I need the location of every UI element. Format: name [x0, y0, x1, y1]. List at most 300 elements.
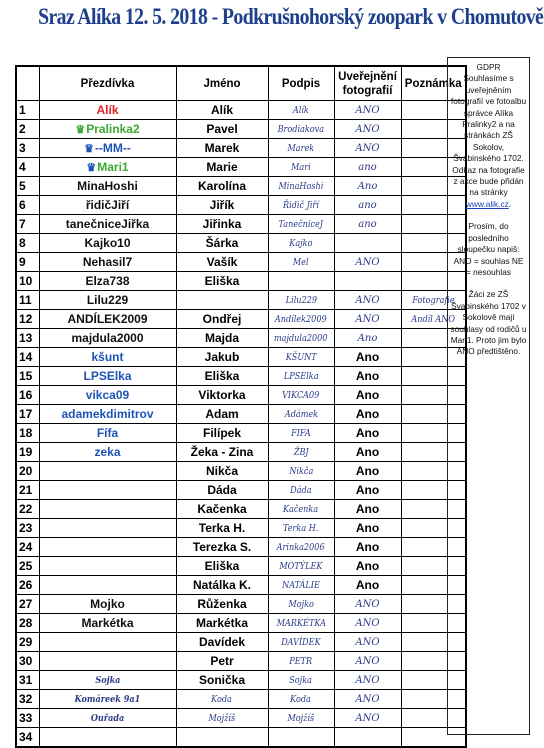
nickname-cell — [39, 727, 176, 746]
name-text: Terka H. — [198, 520, 246, 535]
row-number: 7 — [16, 215, 39, 234]
photo-publish-text: ano — [358, 200, 377, 211]
photo-publish-text: ANO — [355, 124, 380, 135]
table-row — [16, 499, 466, 518]
signature-cell — [268, 575, 334, 594]
nickname-cell — [39, 499, 176, 518]
photo-publish-cell — [334, 537, 401, 556]
table-row — [16, 708, 466, 727]
signature-cell — [268, 253, 334, 272]
signature-cell — [268, 366, 334, 385]
signature-text: MARKÉTKA — [276, 618, 326, 629]
nickname-text: řidičJiří — [85, 198, 130, 212]
crown-icon: ♛ — [86, 161, 97, 174]
nickname-text: tanečniceJiřka — [65, 217, 150, 231]
row-number: 25 — [16, 556, 39, 575]
row-number: 14 — [16, 347, 39, 366]
signature-cell — [268, 727, 334, 746]
row-number: 10 — [16, 272, 39, 291]
gdpr-notice — [447, 57, 530, 735]
nickname-cell — [39, 442, 176, 461]
name-cell — [176, 461, 268, 480]
table-row — [16, 442, 466, 461]
nickname-cell — [39, 196, 176, 215]
signature-text: Andílek2009 — [275, 314, 327, 325]
row-number: 30 — [16, 651, 39, 670]
name-cell — [176, 594, 268, 613]
photo-publish-text: ANO — [355, 712, 380, 724]
table-row — [16, 613, 466, 632]
nickname-cell — [39, 423, 176, 442]
name-text: Alík — [210, 103, 233, 117]
name-text: Nikča — [205, 463, 239, 478]
nickname-text: MinaHoshi — [77, 179, 138, 193]
row-number: 26 — [16, 575, 39, 594]
photo-publish-cell — [334, 347, 401, 366]
name-cell — [176, 196, 268, 215]
nickname-cell — [39, 480, 176, 499]
photo-publish-text: Ano — [355, 463, 380, 478]
photo-publish-cell — [334, 423, 401, 442]
photo-publish-cell — [334, 196, 401, 215]
signature-text: MinaHoshi — [278, 182, 324, 192]
signature-text: majdula2000 — [274, 333, 328, 344]
photo-publish-text: Ano — [355, 444, 380, 459]
signature-cell — [268, 328, 334, 347]
name-cell — [176, 537, 268, 556]
name-text: Sonička — [198, 672, 246, 687]
photo-publish-cell — [334, 632, 401, 651]
signature-cell — [268, 158, 334, 177]
name-text: Eliška — [204, 558, 240, 573]
name-text: Jiřík — [209, 198, 235, 212]
header-photo-publish: Uveřejnění fotografií — [334, 66, 401, 101]
header-number — [16, 66, 39, 101]
signature-cell — [268, 177, 334, 196]
signature-cell — [268, 594, 334, 613]
row-number: 17 — [16, 404, 39, 423]
gdpr-school-note: Žáci ze ZŠ Švabinského 1702 v Sokolově mají souhlasy od rodičů u Mari1. Proto jim bylo ANO předtištěno. — [450, 289, 527, 357]
nickname-text: Pralinka2 — [86, 121, 140, 136]
nickname-text: Fífa — [96, 425, 119, 440]
signature-text: LPSElka — [283, 371, 319, 382]
photo-publish-text: ANO — [355, 636, 380, 648]
table-row — [16, 328, 466, 347]
table-row — [16, 290, 466, 309]
name-text: Jakub — [204, 349, 240, 364]
row-number: 5 — [16, 177, 39, 196]
name-text: Adam — [205, 406, 239, 421]
photo-publish-text: Ano — [355, 520, 380, 535]
row-number: 23 — [16, 518, 39, 537]
table-row — [16, 537, 466, 556]
photo-publish-cell — [334, 651, 401, 670]
signature-text: Mojžíš — [287, 713, 315, 724]
signature-text: Dáda — [290, 485, 312, 496]
signature-cell — [268, 442, 334, 461]
name-text: Markétka — [195, 615, 249, 630]
signature-text: FIFA — [291, 428, 311, 439]
header-signature: Podpis — [268, 66, 334, 101]
photo-publish-text: ANO — [355, 693, 380, 705]
nickname-cell — [39, 158, 176, 177]
name-cell — [176, 158, 268, 177]
photo-publish-text: ano — [358, 219, 377, 230]
nickname-cell — [39, 139, 176, 158]
signature-text: Kajko — [289, 239, 313, 249]
table-row — [16, 689, 466, 708]
photo-publish-cell — [334, 727, 401, 746]
row-number: 12 — [16, 309, 39, 328]
row-number: 16 — [16, 385, 39, 404]
note-text: Andíl ANO — [411, 314, 456, 325]
header-name: Jméno — [176, 66, 268, 101]
nickname-cell — [39, 613, 176, 632]
name-cell — [176, 253, 268, 272]
photo-publish-text: ANO — [355, 617, 380, 629]
signature-cell — [268, 651, 334, 670]
row-number: 28 — [16, 613, 39, 632]
nickname-cell — [39, 253, 176, 272]
nickname-text: Mari1 — [97, 159, 129, 174]
photo-publish-text: Ano — [355, 368, 380, 383]
nickname-cell — [39, 101, 176, 120]
photo-publish-text: Ano — [355, 577, 380, 592]
table-row — [16, 423, 466, 442]
name-text: Dáda — [207, 482, 237, 497]
signature-text: Arinka2006 — [277, 542, 325, 553]
photo-publish-text: ANO — [355, 294, 380, 306]
crown-icon: ♛ — [75, 123, 86, 136]
nickname-text: kšunt — [91, 349, 124, 364]
signature-cell — [268, 120, 334, 139]
nickname-cell — [39, 366, 176, 385]
alik-link[interactable]: www.alik.cz — [465, 198, 509, 209]
signature-text: ŽBJ — [293, 447, 309, 458]
photo-publish-cell — [334, 385, 401, 404]
name-text: Ondřej — [202, 311, 242, 326]
name-cell — [176, 328, 268, 347]
nickname-text: Alík — [96, 103, 119, 117]
photo-publish-text: ANO — [355, 105, 380, 116]
photo-publish-text: Ano — [355, 558, 380, 573]
signature-cell — [268, 272, 334, 291]
signature-text: NATÁLIE — [282, 580, 320, 591]
signature-text: Lilu229 — [285, 295, 317, 306]
photo-publish-cell — [334, 613, 401, 632]
photo-publish-cell — [334, 328, 401, 347]
row-number: 6 — [16, 196, 39, 215]
signature-text: Kačenka — [283, 504, 319, 515]
row-number: 34 — [16, 727, 39, 746]
signature-text: MOTÝLEK — [279, 561, 323, 572]
page-title: Sraz Alíka 12. 5. 2018 - Podkrušnohorský zoopark v Chomutově — [38, 4, 544, 29]
table-row — [16, 234, 466, 253]
nickname-cell — [39, 556, 176, 575]
name-cell — [176, 651, 268, 670]
nickname-cell — [39, 461, 176, 480]
signature-cell — [268, 480, 334, 499]
nickname-cell — [39, 404, 176, 423]
photo-publish-cell — [334, 708, 401, 727]
signature-cell — [268, 215, 334, 234]
photo-publish-cell — [334, 670, 401, 689]
signature-text: Mojko — [288, 599, 314, 610]
nickname-text: --MM-- — [94, 140, 131, 155]
row-number: 20 — [16, 461, 39, 480]
row-number: 33 — [16, 708, 39, 727]
gdpr-heading: GDPR — [476, 62, 501, 72]
name-text: Pavel — [206, 122, 238, 136]
table-row — [16, 575, 466, 594]
table-row — [16, 215, 466, 234]
table-row — [16, 594, 466, 613]
name-cell — [176, 101, 268, 120]
name-text: Šárka — [205, 236, 239, 250]
name-cell — [176, 708, 268, 727]
signature-cell — [268, 518, 334, 537]
table-row — [16, 670, 466, 689]
photo-publish-cell — [334, 139, 401, 158]
nickname-text: Markétka — [81, 615, 134, 630]
photo-publish-cell — [334, 442, 401, 461]
nickname-cell — [39, 272, 176, 291]
name-cell — [176, 404, 268, 423]
signature-cell — [268, 670, 334, 689]
name-cell — [176, 632, 268, 651]
signature-cell — [268, 234, 334, 253]
nickname-text: adamekdimitrov — [61, 406, 154, 421]
name-text: Marek — [204, 141, 240, 155]
signature-cell — [268, 139, 334, 158]
name-cell — [176, 290, 268, 309]
name-cell — [176, 613, 268, 632]
signature-text: Řidič Jiří — [283, 201, 319, 211]
nickname-text: zeka — [94, 444, 121, 459]
photo-publish-cell — [334, 215, 401, 234]
nickname-cell — [39, 177, 176, 196]
photo-publish-text: ANO — [355, 655, 380, 667]
nickname-text: vikca09 — [85, 387, 130, 402]
name-text: Marie — [206, 160, 238, 174]
nickname-text: Ouřada — [90, 713, 125, 724]
table-row — [16, 727, 466, 746]
signature-text: Adámek — [284, 409, 318, 420]
signature-text: TanečniceJ — [278, 220, 324, 230]
signature-cell — [268, 556, 334, 575]
table-row — [16, 139, 466, 158]
photo-publish-cell — [334, 272, 401, 291]
photo-publish-cell — [334, 158, 401, 177]
signature-text: Mari — [291, 163, 311, 173]
photo-publish-text: ANO — [355, 143, 380, 154]
nickname-cell — [39, 708, 176, 727]
name-cell — [176, 480, 268, 499]
name-text: Eliška — [204, 368, 240, 383]
row-number: 24 — [16, 537, 39, 556]
photo-publish-cell — [334, 234, 401, 253]
name-text: Mojžíš — [208, 713, 236, 724]
header-note: Poznámka — [401, 66, 466, 101]
photo-publish-text: ANO — [355, 598, 380, 610]
table-row — [16, 309, 466, 328]
name-cell — [176, 442, 268, 461]
row-number: 31 — [16, 670, 39, 689]
name-text: Koda — [211, 694, 233, 705]
table-row — [16, 461, 466, 480]
photo-publish-cell — [334, 594, 401, 613]
photo-publish-cell — [334, 518, 401, 537]
name-text: Natálka K. — [192, 577, 252, 592]
name-text: Eliška — [204, 273, 240, 288]
nickname-cell — [39, 651, 176, 670]
signature-text: KŠUNT — [285, 352, 317, 363]
name-cell — [176, 689, 268, 708]
nickname-cell — [39, 670, 176, 689]
table-row — [16, 272, 466, 291]
table-row — [16, 158, 466, 177]
row-number: 9 — [16, 253, 39, 272]
nickname-cell — [39, 120, 176, 139]
nickname-cell — [39, 518, 176, 537]
nickname-cell — [39, 537, 176, 556]
name-cell — [176, 670, 268, 689]
row-number: 22 — [16, 499, 39, 518]
signature-cell — [268, 347, 334, 366]
photo-publish-cell — [334, 689, 401, 708]
signature-cell — [268, 404, 334, 423]
photo-publish-cell — [334, 290, 401, 309]
nickname-text: ANDÍLEK2009 — [67, 311, 148, 326]
name-cell — [176, 575, 268, 594]
gdpr-instructions: Prosím, do posledního sloupečku napiš: ANO = souhlas NE = nesouhlas — [453, 221, 524, 277]
nickname-text: Lilu229 — [86, 292, 129, 307]
nickname-cell — [39, 347, 176, 366]
photo-publish-cell — [334, 366, 401, 385]
name-text: Davídek — [198, 634, 246, 649]
signature-cell — [268, 385, 334, 404]
photo-publish-text: Ano — [355, 482, 380, 497]
name-cell — [176, 366, 268, 385]
name-text: Terezka S. — [192, 539, 252, 554]
nickname-cell — [39, 594, 176, 613]
nickname-cell — [39, 385, 176, 404]
name-text: Majda — [204, 330, 239, 345]
attendance-table — [15, 65, 467, 748]
photo-publish-text: Ano — [355, 425, 380, 440]
name-cell — [176, 120, 268, 139]
header-nickname: Přezdívka — [39, 66, 176, 101]
row-number: 1 — [16, 101, 39, 120]
photo-publish-cell — [334, 480, 401, 499]
nickname-text: Mojko — [90, 596, 125, 611]
table-row — [16, 366, 466, 385]
row-number: 8 — [16, 234, 39, 253]
name-text: Filípek — [202, 425, 241, 440]
signature-cell — [268, 101, 334, 120]
photo-publish-cell — [334, 177, 401, 196]
nickname-cell — [39, 689, 176, 708]
signature-text: VIKCA09 — [282, 390, 320, 401]
photo-publish-text: ano — [358, 162, 377, 173]
name-cell — [176, 215, 268, 234]
photo-publish-text: ANO — [355, 313, 380, 325]
nickname-text: majdula2000 — [71, 330, 144, 345]
photo-publish-text: Ano — [355, 387, 380, 402]
nickname-text: Elza738 — [85, 273, 130, 288]
name-cell — [176, 234, 268, 253]
nickname-cell — [39, 234, 176, 253]
name-cell — [176, 177, 268, 196]
table-row — [16, 120, 466, 139]
table-header-row — [16, 66, 466, 101]
signature-text: DAVÍDEK — [281, 637, 321, 648]
name-cell — [176, 423, 268, 442]
name-text: Karolína — [197, 179, 246, 193]
nickname-cell — [39, 328, 176, 347]
row-number: 13 — [16, 328, 39, 347]
nickname-cell — [39, 309, 176, 328]
photo-publish-cell — [334, 101, 401, 120]
photo-publish-text: ANO — [355, 674, 380, 686]
photo-publish-text: Ano — [355, 501, 380, 516]
name-cell — [176, 499, 268, 518]
name-cell — [176, 518, 268, 537]
signature-cell — [268, 708, 334, 727]
crown-icon: ♛ — [84, 142, 94, 155]
photo-publish-cell — [334, 404, 401, 423]
nickname-text: Nehasil7 — [82, 255, 133, 269]
name-text: Jiřinka — [202, 217, 242, 231]
row-number: 18 — [16, 423, 39, 442]
gdpr-consent-end: . — [508, 198, 512, 209]
signature-cell — [268, 423, 334, 442]
signature-cell — [268, 309, 334, 328]
signature-text: Terka H. — [283, 523, 319, 534]
signature-text: Marek — [287, 144, 315, 154]
nickname-text: Kajko10 — [84, 236, 131, 250]
table-row — [16, 404, 466, 423]
signature-cell — [268, 461, 334, 480]
photo-publish-cell — [334, 120, 401, 139]
table-row — [16, 101, 466, 120]
row-number: 29 — [16, 632, 39, 651]
signature-cell — [268, 689, 334, 708]
nickname-cell — [39, 632, 176, 651]
nickname-text: LPSElka — [83, 368, 132, 383]
note-text: Fotografie — [412, 295, 455, 306]
signature-cell — [268, 290, 334, 309]
name-text: Žeka - Zina — [190, 444, 254, 459]
photo-publish-cell — [334, 499, 401, 518]
signature-cell — [268, 537, 334, 556]
row-number: 15 — [16, 366, 39, 385]
photo-publish-text: Ano — [357, 332, 378, 344]
signature-cell — [268, 613, 334, 632]
name-cell — [176, 385, 268, 404]
name-text: Petr — [210, 653, 234, 668]
row-number: 19 — [16, 442, 39, 461]
name-cell — [176, 727, 268, 746]
signature-text: Brodiakova — [277, 125, 325, 135]
table-row — [16, 651, 466, 670]
table-row — [16, 196, 466, 215]
row-number: 21 — [16, 480, 39, 499]
signature-text: Sojka — [289, 675, 313, 686]
table-row — [16, 385, 466, 404]
photo-publish-cell — [334, 309, 401, 328]
row-number: 11 — [16, 290, 39, 309]
